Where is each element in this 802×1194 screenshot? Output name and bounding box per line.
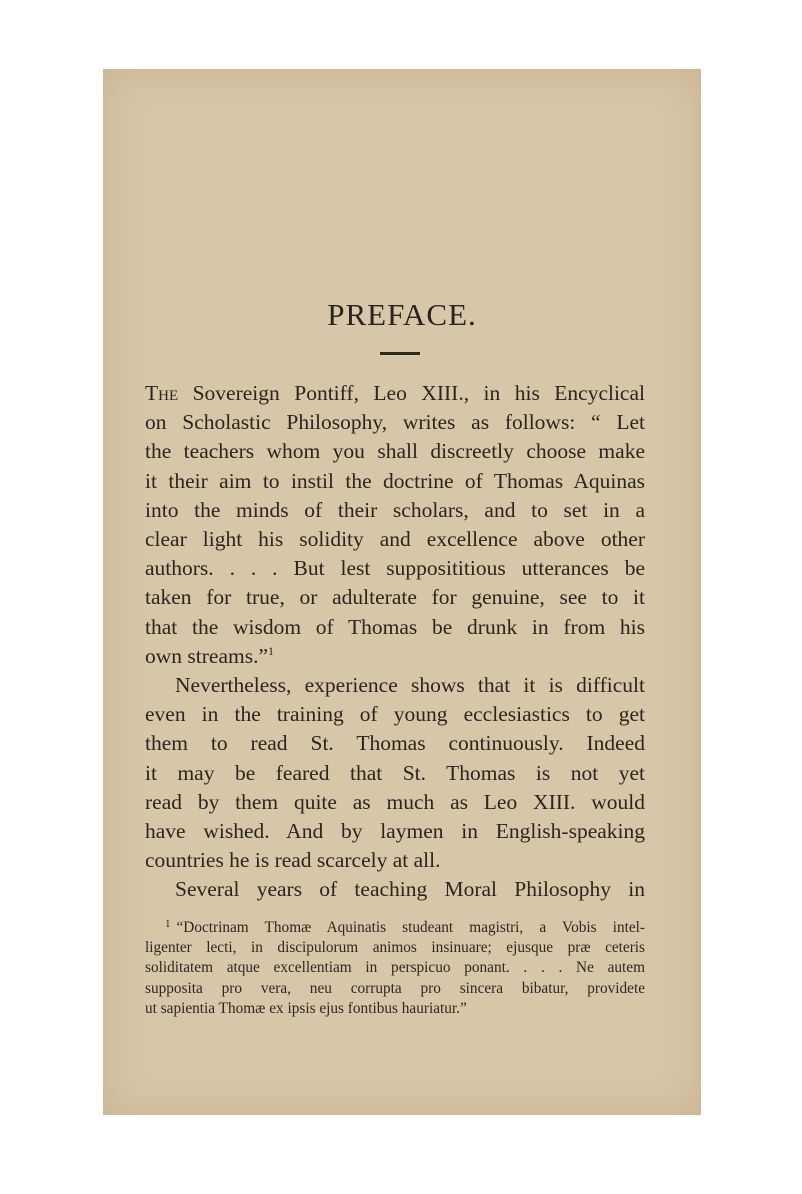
title-rule: [380, 352, 420, 355]
paragraph-1-line: taken for true, or adulterate for genuine, see to it: [145, 585, 645, 610]
footnote-line: ut sapientia Thomæ ex ipsis ejus fontibus hauriatur.”: [145, 999, 467, 1017]
paragraph-2-line: Nevertheless, experience shows that it is difficult: [175, 673, 645, 698]
paragraph-1-line: clear light his solidity and excellence above other: [145, 527, 645, 552]
footnote-line: soliditatem atque excellentiam in perspicuo ponant. . . . Ne autem: [145, 959, 645, 977]
paragraph-1-line: on Scholastic Philosophy, writes as follows: “ Let: [145, 410, 645, 435]
paragraph-2-line: them to read St. Thomas continuously. Indeed: [145, 731, 645, 756]
paragraph-1-line: into the minds of their scholars, and to set in a: [145, 497, 645, 522]
paragraph-1-line: The Sovereign Pontiff, Leo XIII., in his Encyclical: [145, 381, 645, 405]
paragraph-1-line: own streams.”$^1$: [145, 643, 274, 668]
footnote-mark: 1: [165, 918, 171, 930]
footnote-line: ligenter lecti, in discipulorum animos insinuare; ejusque præ ceteris: [145, 939, 645, 957]
paragraph-1-line: the teachers whom you shall discreetly choose make: [145, 439, 645, 464]
paragraph-2-line: have wished. And by laymen in English-speaking: [145, 819, 645, 844]
paragraph-2-line: it may be feared that St. Thomas is not yet: [145, 760, 645, 785]
paragraph-2-line: even in the training of young ecclesiastics to get: [145, 702, 645, 727]
paragraph-1-line: it their aim to instil the doctrine of Thomas Aquinas: [145, 468, 645, 493]
paragraph-1-line: that the wisdom of Thomas be drunk in from his: [145, 614, 645, 639]
body-text: [145, 379, 645, 905]
paragraph-lead-word: The: [145, 381, 179, 405]
footnote-reference: 1: [268, 643, 274, 658]
paragraph-2-line: read by them quite as much as Leo XIII. would: [145, 789, 645, 814]
paragraph-3-line: Several years of teaching Moral Philosophy in: [175, 877, 645, 902]
paragraph-1-line: authors. . . . But lest supposititious utterances be: [145, 556, 645, 581]
paragraph-2-line: countries he is read scarcely at all.: [145, 848, 441, 873]
page-title: PREFACE.: [327, 297, 477, 332]
footnote-line: $^1$ “Doctrinam Thomæ Aquinatis studeant magistri, a Vobis intel-: [165, 918, 645, 936]
footnote: [145, 914, 645, 1019]
book-page: [103, 69, 701, 1115]
footnote-line: supposita pro vera, neu corrupta pro sincera bibatur, providete: [145, 979, 645, 997]
